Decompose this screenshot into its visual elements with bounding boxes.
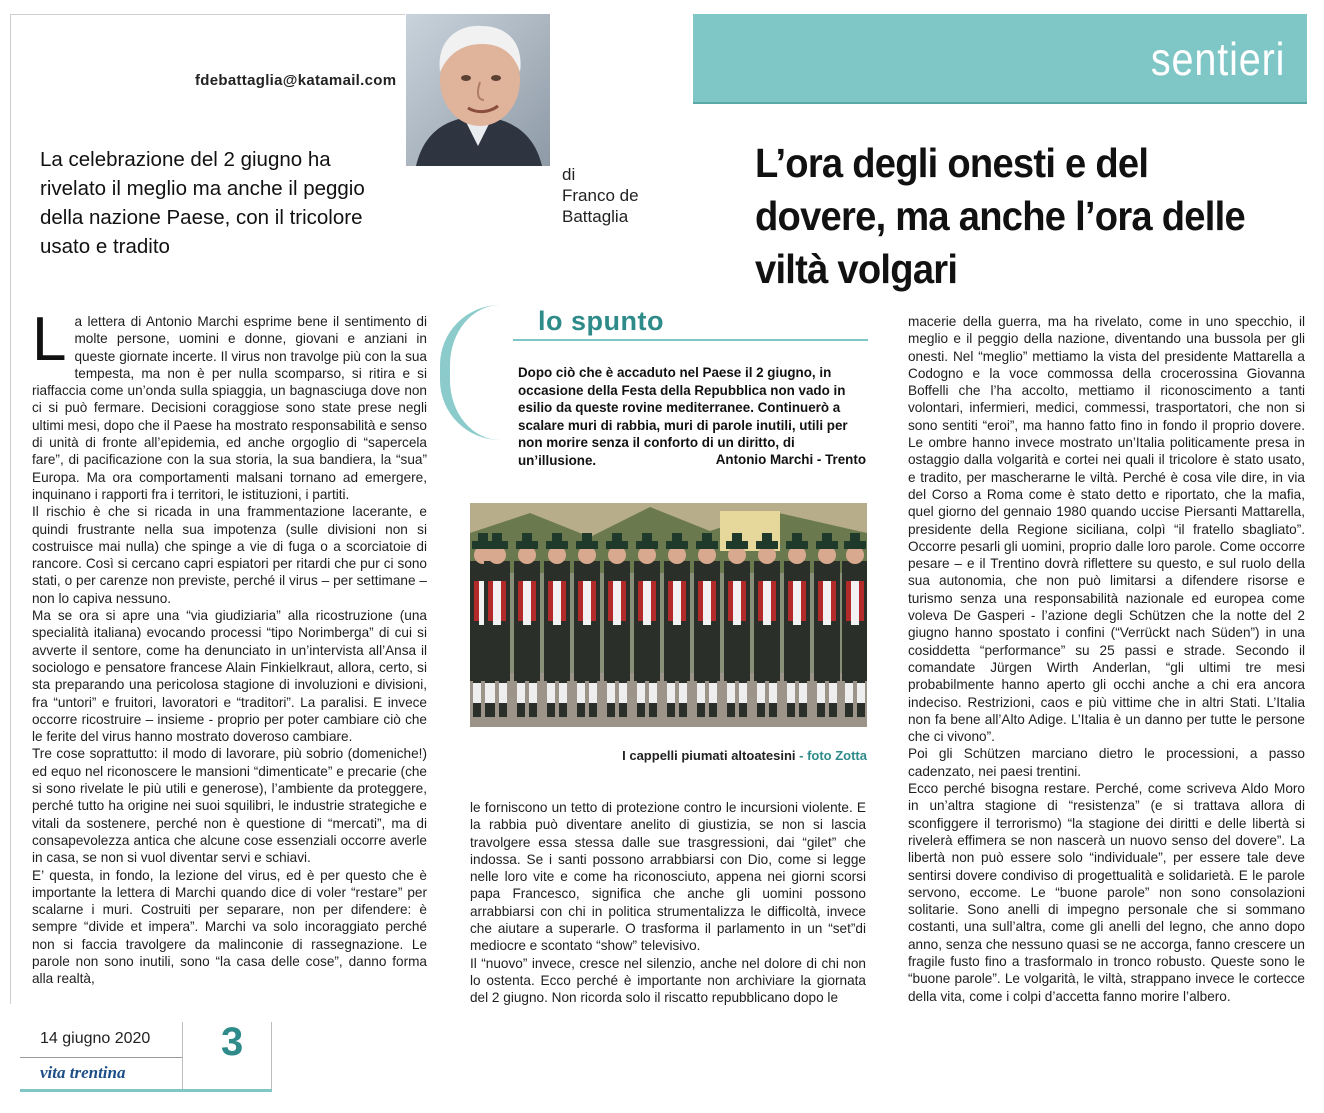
frame-left-rule (10, 14, 11, 1004)
article-column-3 (908, 313, 1305, 1043)
frame-top-rule (10, 14, 405, 15)
section-band-edge (693, 102, 1307, 104)
article-paragraph: macerie della guerra, ma ha rivelato, come in uno specchio, il meglio e il peggio della nazione, diventando una bussola per gli onesti. Nel “meglio” mettiamo la vista del presidente Mattarella a Codogno e la voce commossa della crocerossina Giovanna Boffelli che l’ha accolto, mettiamo il riconoscimento a tanti volontari, infermieri, medici, commessi, trasportatori, che non si sono sentiti “eroi”, ma hanno fatto fino in fondo il proprio dovere. Le ombre hanno invece mostrato un’Italia politicamente presa in ostaggio dalla volgarità e cortei nei quali il tricolore è stato usato, e tradito, per mascherarne le viltà. Perché è cosa vile dire, in via del Corso a Roma come è stato detto e riportato, che la mafia, quel giorno del gennaio 1980 quando uccise Piersanti Mattarella, presidente della Regione siciliana, colpì “il fratello sbagliato”. Occorre pesarli gli uomini, proprio dalle loro parole. Come occorre pesare – e il Trentino dovrà riflettere su questo, e sul ruolo della sua autonomia, che non può limitarsi a difendere risorse e turismo senza una responsabilità nazionale ed europea come voleva De Gasperi - l’azione degli Schützen che la notte del 2 giugno hanno spostato i confini (“Verrückt nach Süden”) in una cosiddetta “performance” su 25 passi e strade. Secondo il comandate Jürgen Wirth Anderlan, “gli ultimi tre mesi probabilmente hanno aperto gli occhi anche a chi era ancora indeciso. Restrizioni, caos e più vittime che in altri Stati. L’Italia non fa bene all’Alto Adige. L’Italia è un danno per tutte le persone che ci vivono”. (908, 314, 1305, 745)
article-subtitle: La celebrazione del 2 giugno ha rivelato il meglio ma anche il peggio della nazione Paese, con il tricolore usato e tradito (40, 148, 365, 258)
byline (562, 164, 662, 227)
article-column-1 (32, 313, 427, 1003)
byline-di: di (562, 165, 576, 184)
schuetzen-photo (470, 503, 867, 727)
caption-text: I cappelli piumati altoatesini (622, 748, 796, 763)
photo-credit: - foto Zotta (799, 748, 867, 763)
article-paragraph: Il “nuovo” invece, cresce nel silenzio, anche nel dolore di chi non lo ostenta. Ecco perché è importante non archiviare la giornata del 2 giugno. Non ricorda solo il riscatto repubblicano dopo le (470, 955, 866, 1006)
article-headline: L’ora degli onesti e del dovere, ma anche l’ora delle viltà volgari (755, 140, 1245, 292)
schuetzen-photo-image (470, 503, 867, 727)
dropcap: L (32, 313, 67, 374)
footer-accent-line (20, 1089, 272, 1092)
article-paragraph: E’ questa, in fondo, la lezione del virus, ed è per questo che è importante la lettera di Marchi quando dice di voler “restare” per scalarne i muri. Costruiti per separare, non per difendere: è sempre “divide et impera”. Marchi va solo incoraggiato perché non si faccia travolgere da malinconie di rassegnazione. Le parole non sono inutili, sono “la casa delle cose”, danno forma alla realtà, (32, 867, 427, 987)
article-paragraph: Poi gli Schützen marciano dietro le processioni, a passo cadenzato, nei paesi trentini. (908, 746, 1305, 779)
footer-rule (20, 1057, 182, 1058)
author-portrait (406, 14, 550, 166)
article-paragraph: Tre cose soprattutto: il modo di lavorare, più sobrio (domeniche!) ed equo nel riconoscere le mansioni “dimenticate” e precarie (che si sono rivelate le più utili e generose), l’ambiente da proteggere, perché tutto ha origine nei suoi squilibri, le industrie strategiche e vitali da sostenere, perché non è questione di “mercati”, ma di consapevolezza antica che alcune cose essenziali occorre averle in casa, se non si vuol diventar servi e schiavi. (32, 746, 427, 866)
article-paragraph: Il rischio è che si ricada in una frammentazione lacerante, e quindi frustrante nella sua impotenza (sulle divisioni non si costruisce mai nulla) che spinge a vie di fuga o a scorciatoie di rancore. Così si cercano capri espiatori per ritardi che pur ci sono stati, o per carenze non previste, perché il virus – per settimane – non lo capiva nessuno. (32, 504, 427, 606)
spunto-decoration (440, 305, 502, 440)
section-kicker: sentieri (1150, 33, 1285, 85)
spunto-signature: Antonio Marchi - Trento (715, 452, 866, 467)
photo-caption (470, 748, 867, 763)
spunto-quote: Dopo ciò che è accaduto nel Paese il 2 giugno, in occasione della Festa della Repubblica non vado in esilio da queste rovine mediterranee. Continuerò a scalare muri di rabbia, muri di parole inutili, utili per non morire senza il conforto di un diritto, di un’illusione. (518, 365, 848, 468)
article-paragraph: Ecco perché bisogna restare. Perché, come scriveva Aldo Moro in un’altra stagione di “resistenza” (e si trattava allora di sconfiggere il terrorismo) “la stagione dei diritti e delle libertà si rivelerà effimera se non nascerà un nuovo senso del dovere”. La libertà non può essere solo “individuale”, per essere tale deve sentirsi dovere condiviso di progettualità e solidarietà. E le parole servono, eccome. Le “buone parole” non sono consolazioni solitarie. Sono anelli di impegno personale che si sommano costanti, una sull’altra, come gli anelli del legno, che anno dopo anno, senza che nessuno quasi se ne accorga, fanno crescere un fragile fusto fino a trasformalo in tronco robusto. Queste sono le “buone parole”. Le volgarità, le viltà, strappano invece le cortecce della vita, come i colpi d’accetta fanno morire l’albero. (908, 781, 1305, 1004)
issue-date: 14 giugno 2020 (40, 1030, 151, 1047)
spunto-rule (513, 339, 868, 341)
author-email[interactable]: fdebattaglia@katamail.com (195, 72, 397, 89)
spunto-title: lo spunto (538, 306, 664, 336)
page-number: 3 (221, 1020, 244, 1064)
section-band (693, 14, 1307, 102)
article-paragraph: le forniscono un tetto di protezione contro le incursioni violente. E la rabbia può diventare anelito di giustizia, se non si lascia travolgere essa stessa dalle sue trasgressioni, dai “gilet” che indossa. Se i santi possono arrabbiarsi con Dio, come si legge nelle loro vite e come ha riconosciuto, appena nei giorni scorsi papa Francesco, significa che anche gli uomini possono arrabbiarsi con chi in politica strumentalizza le difficoltà, invece che aiutare a superarle. O trasforma il parlamento in un “set”di mediocre e scontato “show” televisivo. (470, 800, 866, 954)
author-name: Franco de Battaglia (562, 186, 639, 226)
footer-divider-2 (271, 1022, 272, 1092)
article-paragraph: Ma se ora si apre una “via giudiziaria” alla ricostruzione (una specialità italiana) evocando processi “tipo Norimberga” di cui si avverte il sentore, come ha denunciato in un’intervista all’Ansa il sociologo e pensatore francese Alain Finkielkraut, allora, certo, si sta preparando una pericolosa stagione di involuzioni e divisioni, fra “untori” e fruitori, lavoratori e “traditori”. La paralisi. E invece occorre ricostruire – insieme - proprio per poter cambiare ciò che le ferite del virus hanno mostrato doveroso cambiare. (32, 608, 427, 745)
author-portrait-image (406, 14, 550, 166)
publication-name: vita trentina (40, 1063, 126, 1082)
footer-divider (182, 1022, 183, 1090)
article-column-2 (470, 799, 866, 1039)
article-paragraph: La lettera di Antonio Marchi esprime bene il sentimento di molte persone, uomini e donne, giovani e anziani in queste giornate incerte. Il virus non travolge più con la sua tempesta, ma non è per nulla scomparso, si ritira e si riaffaccia come un’onda sulla spiaggia, un bagnasciuga dove non ci si può fermare. Decisioni coraggiose sono state prese negli ultimi mesi, dopo che il Paese ha mostrato responsabilità e senso di unità di fronte all’epidemia, ed anche orgoglio di “sapercela fare”, di pacificazione con la sua storia, la sua bandiera, la “sua” Europa. Ma ora comportamenti malsani tornano ad emergere, inquinano i rapporti fra i territori, le istituzioni, i partiti. (32, 313, 427, 502)
